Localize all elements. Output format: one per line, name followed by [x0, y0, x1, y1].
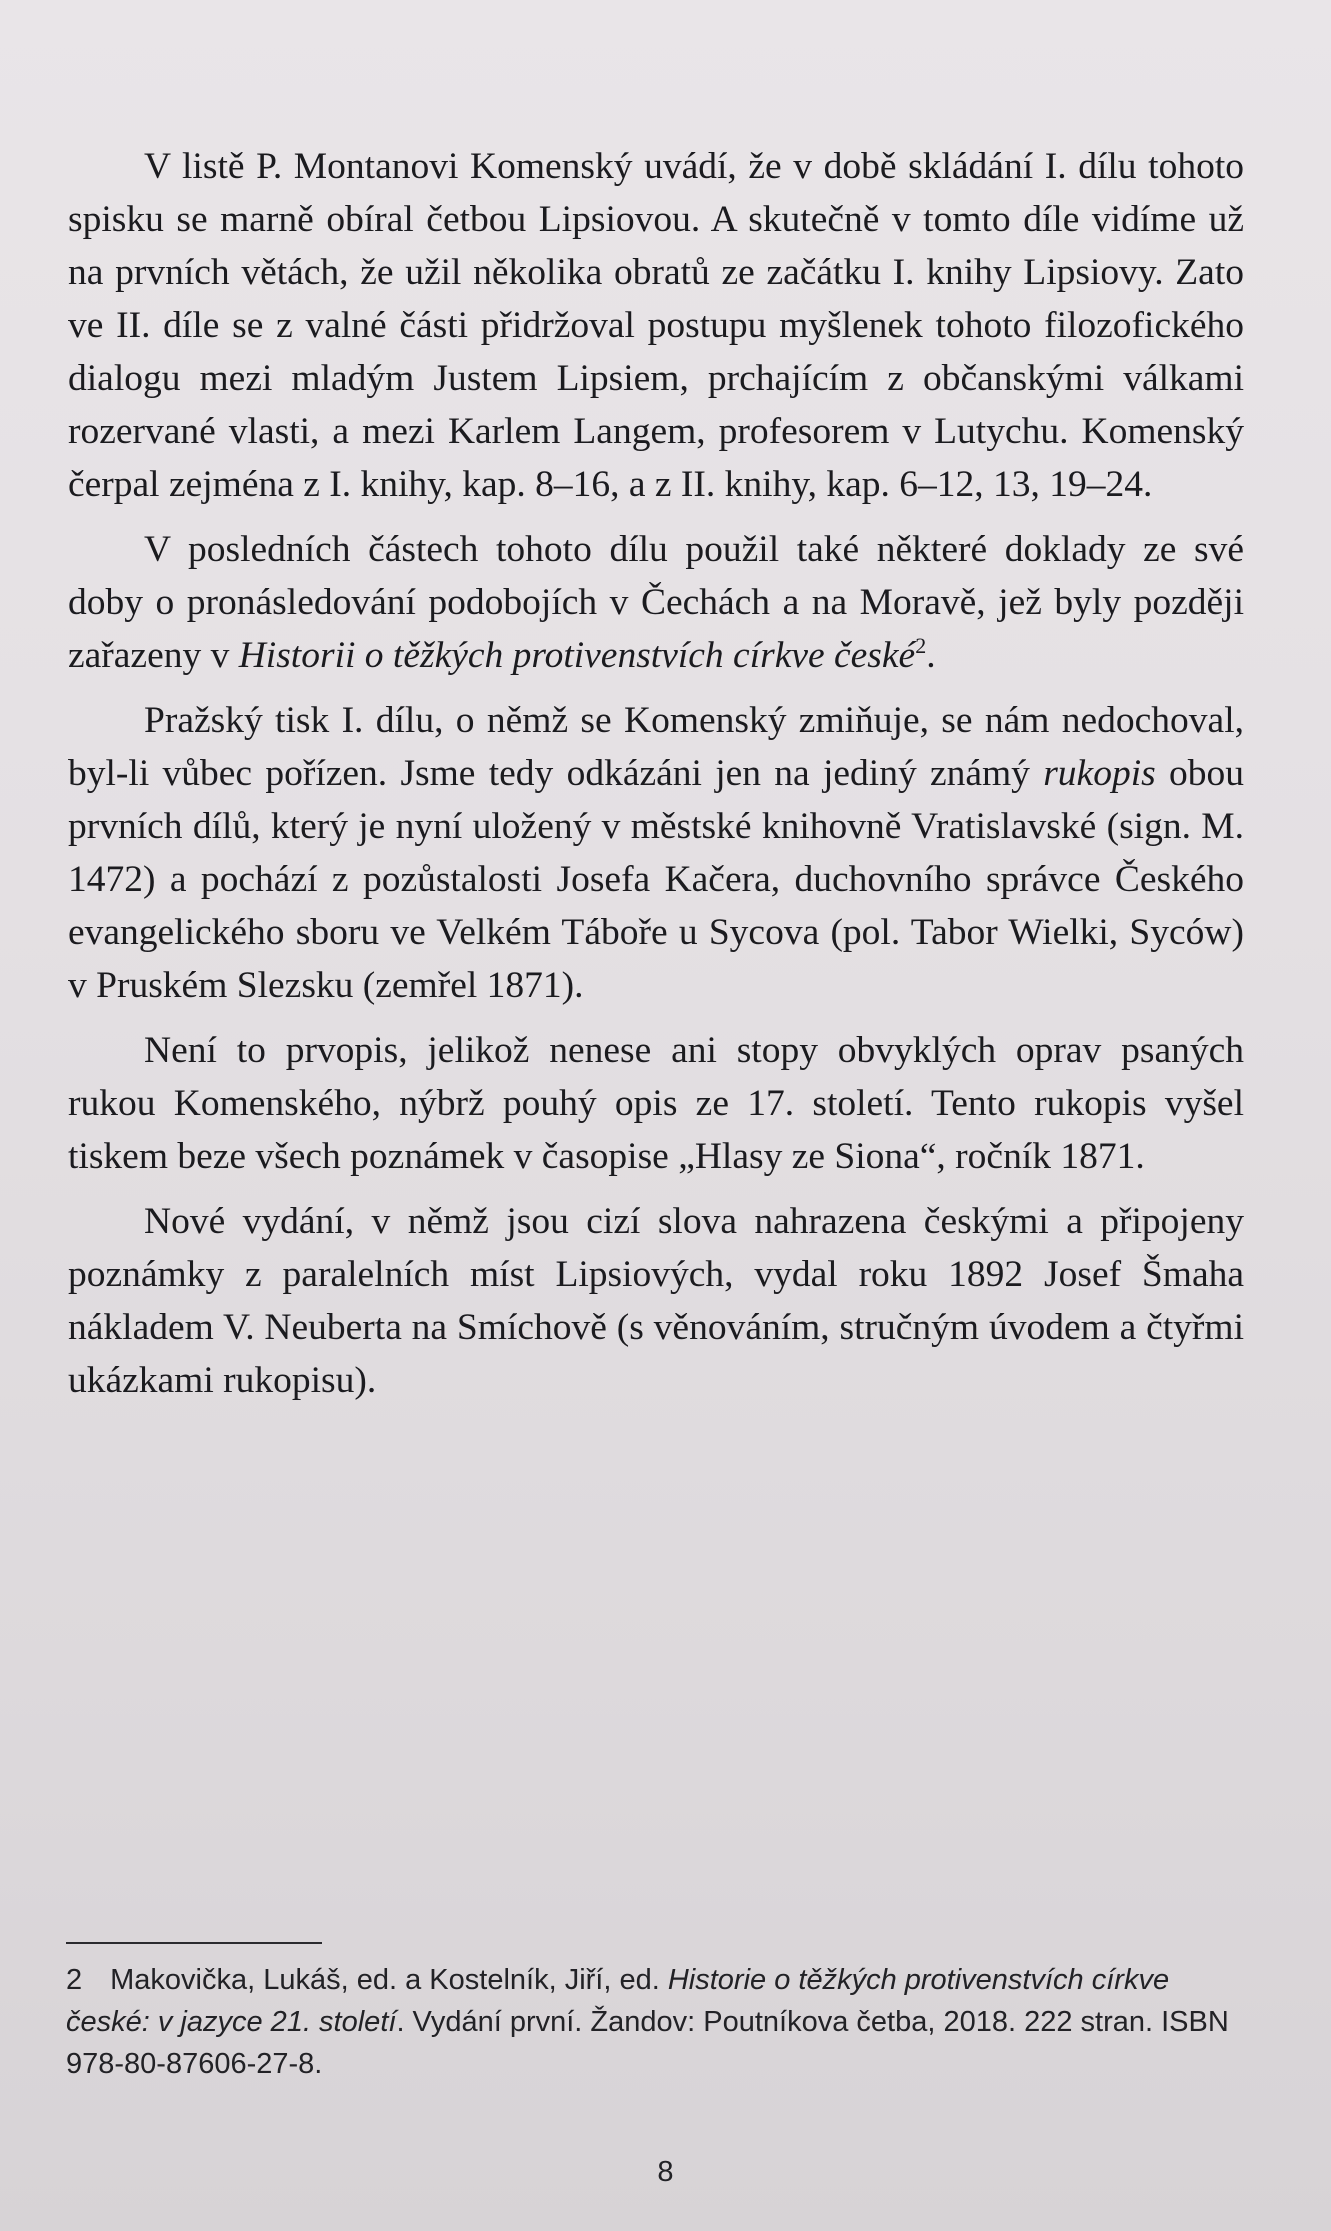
paragraph-4-text: Není to prvopis, jelikož nenese ani stopy obvyklých oprav psaných rukou Komenského, nýbrž pouhý opis ze 17. století. Tento rukopis vyšel tiskem beze všech poznámek v časopise „Hlasy ze Siona“, ročník 1871.: [68, 1030, 1244, 1177]
body-text: [68, 140, 1244, 1419]
paragraph-4: [68, 1024, 1244, 1183]
footnote-italic-title: Historie o těžkých protivenstvích církve české: v jazyce 21. století: [66, 1964, 1170, 2038]
paragraph-3-end: obou prvních dílů, který je nyní uložený v městské knihovně Vratislavské (sign. M. 1472) a pochází z pozůstalosti Josefa Kačera, duchovního správce Českého evangelického sboru ve Velkém Táboře u Sycova (pol. Tabor Wielki, Syców) v Pruském Slezsku (zemřel 1871).: [68, 753, 1244, 1006]
paragraph-5-text: Nové vydání, v němž jsou cizí slova nahrazena českými a připojeny poznámky z paralelních míst Lipsiových, vydal roku 1892 Josef Šmaha nákladem V. Neuberta na Smíchově (s věnováním, stručným úvodem a čtyřmi ukázkami rukopisu).: [68, 1201, 1244, 1401]
footnote-text: Makovička, Lukáš, ed. a Kostelník, Jiří, ed.: [110, 1964, 668, 1996]
paragraph-5: [68, 1195, 1244, 1407]
footnote-reference: 2: [915, 633, 927, 658]
footnote: [66, 1959, 1238, 2085]
paragraph-3-italic-word: rukopis: [1043, 753, 1156, 794]
footnote-number: 2: [66, 1964, 83, 1996]
paragraph-3-text: Pražský tisk I. dílu, o němž se Komenský zmiňuje, se nám nedochoval, byl-li vůbec pořízen. Jsme tedy odkázáni jen na jediný známý: [68, 700, 1244, 794]
footnote-end: . Vydání první. Žandov: Poutníkova četba, 2018. 222 stran. ISBN 978-80-87606-27-8.: [66, 2006, 1229, 2080]
paragraph-2-text: V posledních částech tohoto dílu použil také některé doklady ze své doby o pronásledování podobojích v Čechách a na Moravě, jež byly později zařazeny v: [68, 529, 1244, 676]
paragraph-2-italic-title: Historii o těžkých protivenstvích církve české: [238, 635, 916, 676]
paragraph-3: [68, 694, 1244, 1012]
paragraph-1: [68, 140, 1244, 511]
paragraph-2: [68, 523, 1244, 682]
paragraph-1-text: V listě P. Montanovi Komenský uvádí, že v době skládání I. dílu tohoto spisku se marně obíral četbou Lipsiovou. A skutečně v tomto díle vidíme už na prvních větách, že užil několika obratů ze začátku I. knihy Lipsiovy. Zato ve II. díle se z valné části přidržoval postupu myšlenek tohoto filozofického dialogu mezi mladým Justem Lipsiem, prchajícím z občanskými válkami rozervané vlasti, a mezi Karlem Langem, profesorem v Lutychu. Komenský čerpal zejména z I. knihy, kap. 8–16, a z II. knihy, kap. 6–12, 13, 19–24.: [68, 146, 1244, 505]
paragraph-2-end: .: [926, 635, 936, 676]
page-number: 8: [657, 2156, 674, 2188]
footnote-separator: [66, 1942, 322, 1944]
